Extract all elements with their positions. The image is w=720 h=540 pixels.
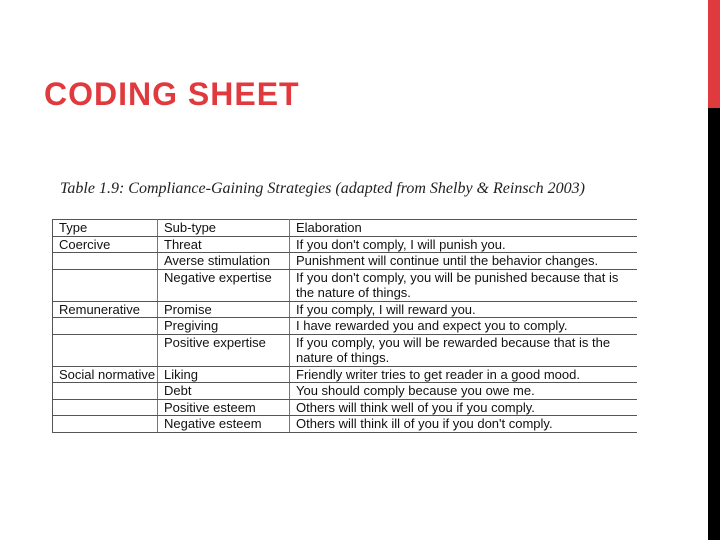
cell-elaboration: If you comply, I will reward you. xyxy=(290,301,637,318)
cell-subtype: Debt xyxy=(158,383,290,400)
slide-title: CODING SHEET xyxy=(44,76,300,112)
table-row xyxy=(53,366,637,383)
header-subtype: Sub-type xyxy=(158,220,290,237)
cell-elaboration: Punishment will continue until the behavior changes. xyxy=(290,253,637,270)
cell-type xyxy=(53,383,158,400)
cell-type: Coercive xyxy=(53,236,158,253)
side-accent xyxy=(708,0,720,108)
cell-type xyxy=(53,399,158,416)
cell-elaboration: Others will think well of you if you comply. xyxy=(290,399,637,416)
cell-subtype: Averse stimulation xyxy=(158,253,290,270)
cell-elaboration: If you don't comply, you will be punished because that is the nature of things. xyxy=(290,269,637,301)
cell-type xyxy=(53,334,158,366)
cell-subtype: Positive expertise xyxy=(158,334,290,366)
cell-subtype: Pregiving xyxy=(158,318,290,335)
cell-type: Remunerative xyxy=(53,301,158,318)
cell-subtype: Promise xyxy=(158,301,290,318)
table-row xyxy=(53,383,637,400)
table-row xyxy=(53,253,637,270)
cell-elaboration: Friendly writer tries to get reader in a good mood. xyxy=(290,366,637,383)
cell-elaboration: If you don't comply, I will punish you. xyxy=(290,236,637,253)
compliance-table xyxy=(52,219,637,433)
cell-elaboration: You should comply because you owe me. xyxy=(290,383,637,400)
cell-subtype: Threat xyxy=(158,236,290,253)
cell-subtype: Positive esteem xyxy=(158,399,290,416)
table-caption: Table 1.9: Compliance-Gaining Strategies (adapted from Shelby & Reinsch 2003) xyxy=(60,180,585,197)
table-header-row xyxy=(53,220,637,237)
cell-elaboration: If you comply, you will be rewarded because that is the nature of things. xyxy=(290,334,637,366)
cell-type xyxy=(53,269,158,301)
cell-elaboration: Others will think ill of you if you don't comply. xyxy=(290,416,637,433)
cell-subtype: Liking xyxy=(158,366,290,383)
cell-subtype: Negative expertise xyxy=(158,269,290,301)
table-row xyxy=(53,236,637,253)
cell-type xyxy=(53,253,158,270)
cell-elaboration: I have rewarded you and expect you to comply. xyxy=(290,318,637,335)
table-row xyxy=(53,334,637,366)
table-row xyxy=(53,301,637,318)
header-type: Type xyxy=(53,220,158,237)
cell-type: Social normative xyxy=(53,366,158,383)
header-elaboration: Elaboration xyxy=(290,220,637,237)
table-row xyxy=(53,399,637,416)
cell-type xyxy=(53,416,158,433)
table-row xyxy=(53,318,637,335)
table-row xyxy=(53,416,637,433)
table-row xyxy=(53,269,637,301)
cell-type xyxy=(53,318,158,335)
cell-subtype: Negative esteem xyxy=(158,416,290,433)
